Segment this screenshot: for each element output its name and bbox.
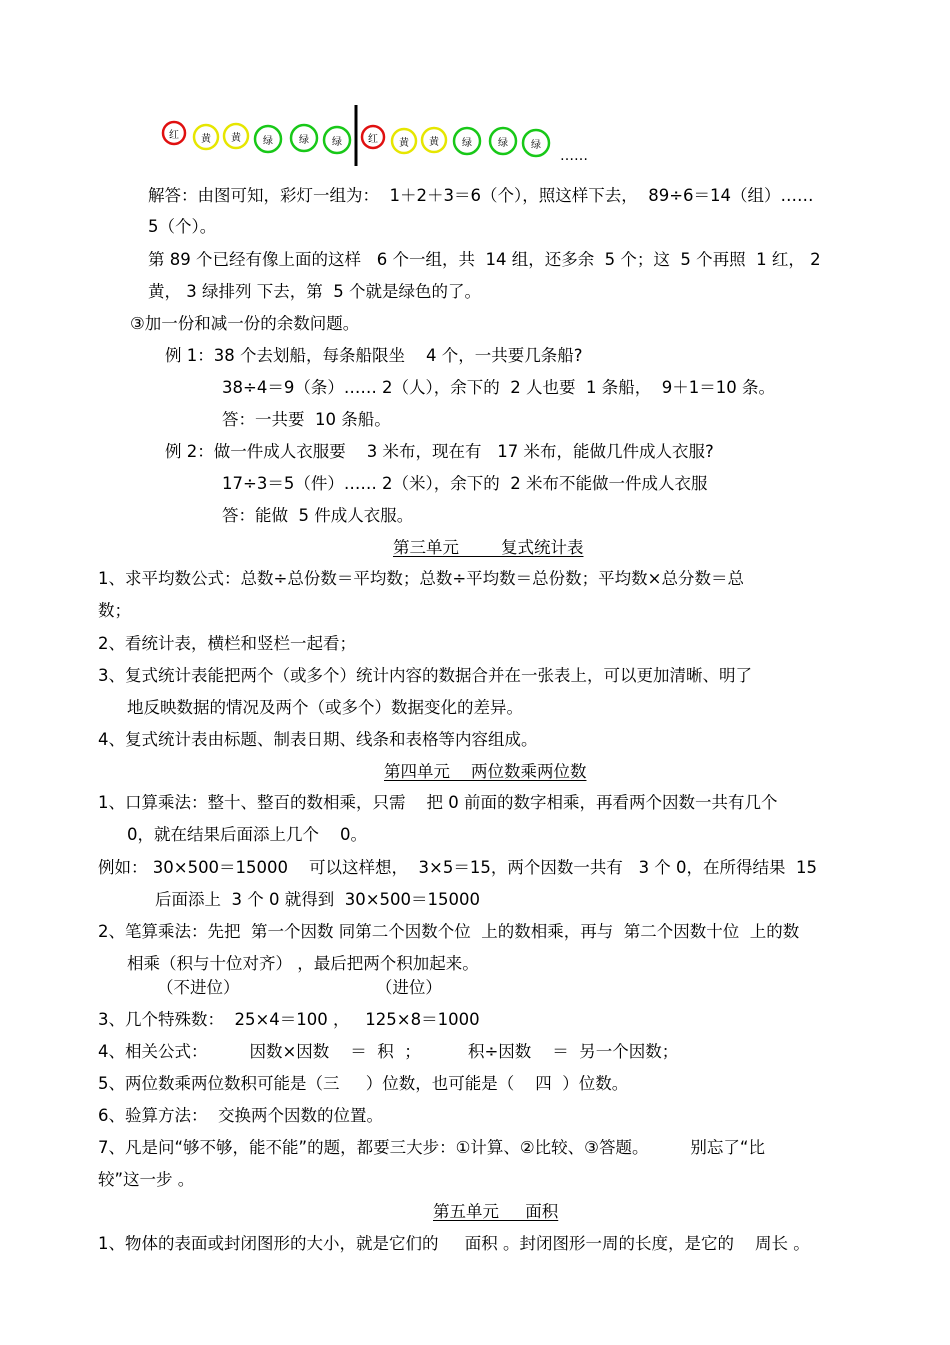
- text-line: 0，就在结果后面添上几个 0。: [127, 825, 367, 844]
- svg-text:黄: 黄: [429, 137, 439, 148]
- text-line: 数；: [98, 601, 131, 620]
- text-line: 1、口算乘法：整十、整百的数相乘，只需 把 0 前面的数字相乘，再看两个因数一共有几个: [98, 793, 778, 812]
- text-line: 38÷4＝9（条）…… 2（人），余下的 2 人也要 1 条船， 9＋1＝10 条。: [222, 378, 775, 397]
- text-line: 7、凡是问“够不够，能不能”的题，都要三大步：①计算、②比较、③答题。 别忘了“比: [98, 1138, 765, 1157]
- text-line: 地反映数据的情况及两个（或多个）数据变化的差异。: [127, 698, 523, 717]
- text-line: 例如： 30×500＝15000 可以这样想， 3×5＝15，两个因数一共有 3 个 0，在所得结果 15: [98, 858, 818, 877]
- svg-text:绿: 绿: [299, 135, 309, 146]
- lights-ellipsis: ……: [560, 148, 588, 164]
- svg-text:绿: 绿: [498, 138, 508, 149]
- text-line: 第 89 个已经有像上面的这样 6 个一组，共 14 组，还多余 5 个；这 5 个再照 1 红， 2: [148, 250, 821, 269]
- light-yellow: [422, 128, 446, 152]
- light-yellow: [194, 125, 218, 149]
- text-line: 相乘（积与十位对齐） ，最后把两个积加起来。: [127, 954, 479, 973]
- text-line: 6、验算方法： 交换两个因数的位置。: [98, 1106, 383, 1125]
- text-line: 后面添上 3 个 0 就得到 30×500＝15000: [155, 890, 481, 909]
- text-line: 3、几个特殊数： 25×4＝100 ， 125×8＝1000: [98, 1010, 480, 1029]
- text-line: 4、复式统计表由标题、制表日期、线条和表格等内容组成。: [98, 730, 538, 749]
- svg-text:红: 红: [368, 134, 378, 145]
- text-line: 答：一共要 10 条船。: [222, 410, 391, 429]
- text-line: 5、两位数乘两位数积可能是（三 ）位数，也可能是（ 四 ）位数。: [98, 1074, 629, 1093]
- light-group-2: [362, 126, 549, 156]
- svg-text:黄: 黄: [231, 133, 241, 144]
- svg-text:黄: 黄: [399, 138, 409, 149]
- text-line: 2、看统计表，横栏和竖栏一起看；: [98, 634, 356, 653]
- light-red: [362, 126, 384, 148]
- color-lights-figure: [0, 0, 950, 175]
- text-line: 2、笔算乘法：先把 第一个因数 同第二个因数个位 上的数相乘，再与 第二个因数十位 上的数: [98, 922, 800, 941]
- text-line: （不进位） （进位）: [157, 978, 442, 997]
- light-green: [490, 128, 516, 154]
- svg-text:绿: 绿: [332, 137, 342, 148]
- text-line: 答：能做 5 件成人衣服。: [222, 506, 414, 525]
- text-line: 5（个）。: [148, 217, 217, 236]
- text-line: 黄， 3 绿排列 下去，第 5 个就是绿色的了。: [148, 282, 481, 301]
- text-line: 解答：由图可知，彩灯一组为： 1＋2＋3＝6（个），照这样下去， 89÷6＝14（组）……: [148, 186, 814, 205]
- text-line: 3、复式统计表能把两个（或多个）统计内容的数据合并在一张表上，可以更加清晰、明了: [98, 666, 752, 685]
- text-line: 4、相关公式： 因数×因数 ＝ 积 ； 积÷因数 ＝ 另一个因数；: [98, 1042, 679, 1061]
- svg-text:红: 红: [169, 130, 179, 141]
- text-line: 1、求平均数公式：总数÷总份数＝平均数；总数÷平均数＝总份数；平均数×总分数＝总: [98, 569, 744, 588]
- svg-text:绿: 绿: [462, 138, 472, 149]
- light-green: [454, 128, 480, 154]
- light-green: [255, 126, 281, 152]
- svg-text:绿: 绿: [531, 140, 541, 151]
- text-line: 1、物体的表面或封闭图形的大小，就是它们的 面积 。封闭图形一周的长度，是它的 周长 。: [98, 1234, 810, 1253]
- text-line: 例 2：做一件成人衣服要 3 米布，现在有 17 米布，能做几件成人衣服?: [165, 442, 714, 461]
- svg-text:黄: 黄: [201, 134, 211, 145]
- light-green: [324, 127, 350, 153]
- light-green: [523, 130, 549, 156]
- section-title-unit3: 第三单元 复式统计表: [393, 538, 584, 557]
- light-red: [163, 122, 185, 144]
- light-yellow: [392, 129, 416, 153]
- text-line: 例 1：38 个去划船，每条船限坐 4 个，一共要几条船?: [165, 346, 583, 365]
- section-title-unit4: 第四单元 两位数乘两位数: [384, 762, 587, 781]
- text-line: 17÷3＝5（件）…… 2（米），余下的 2 米布不能做一件成人衣服: [222, 474, 708, 493]
- light-green: [291, 125, 317, 151]
- text-line: 较”这一步 。: [98, 1170, 195, 1189]
- light-yellow: [224, 124, 248, 148]
- light-group-1: [163, 122, 350, 153]
- text-line: ③加一份和减一份的余数问题。: [130, 314, 360, 333]
- section-title-unit5: 第五单元 面积: [433, 1202, 559, 1221]
- svg-text:绿: 绿: [263, 136, 273, 147]
